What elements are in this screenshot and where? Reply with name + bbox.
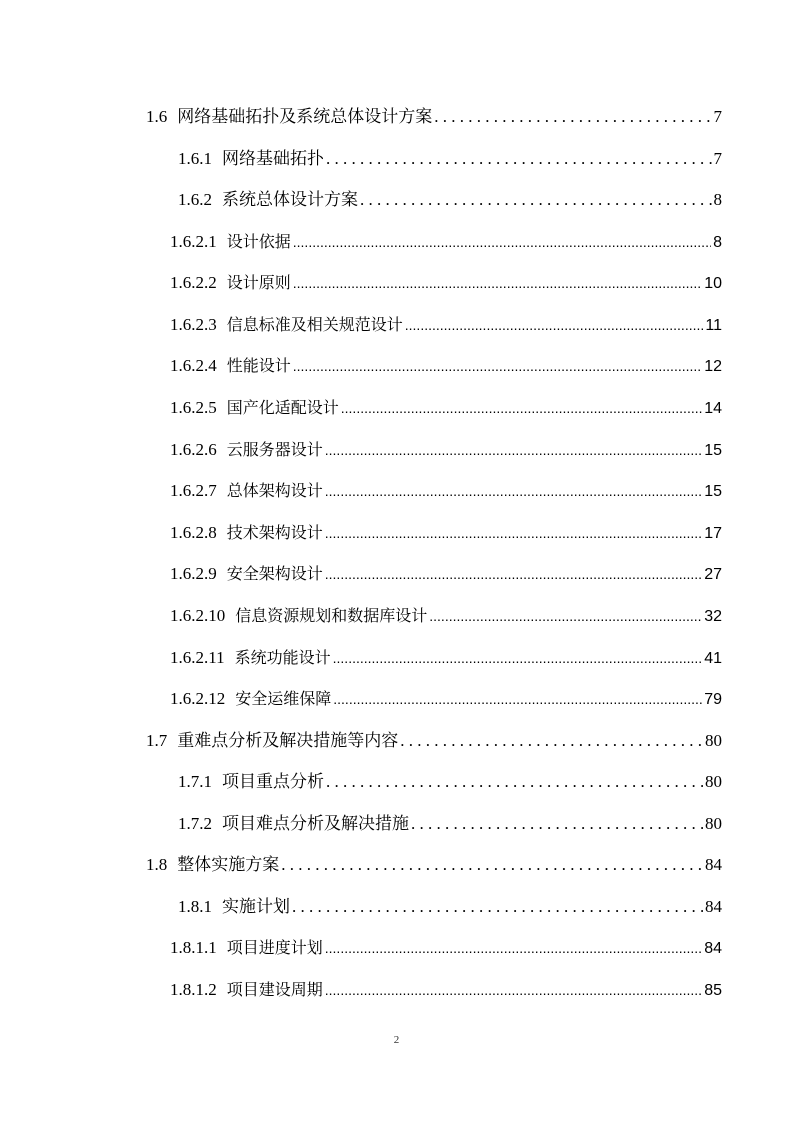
- toc-entry-page: 7: [713, 149, 722, 168]
- toc-entry-page: 84: [704, 940, 722, 957]
- toc-entry-page: 32: [704, 608, 722, 625]
- toc-entry[interactable]: [170, 313, 722, 337]
- toc-entry-title: 安全运维保障: [235, 691, 332, 708]
- toc-entry-page: 10: [704, 275, 722, 292]
- toc-entry[interactable]: [170, 354, 722, 378]
- toc-entry-number: 1.6.2.1: [170, 232, 217, 251]
- toc-entry-page: 8: [713, 190, 722, 209]
- toc-entry[interactable]: [178, 147, 722, 171]
- toc-entry-title: 项目难点分析及解决措施: [222, 814, 409, 833]
- toc-entry[interactable]: [146, 729, 722, 753]
- toc-entry[interactable]: [178, 895, 722, 919]
- toc-entry-number: 1.8.1.2: [170, 980, 217, 999]
- toc-entry-title: 总体架构设计: [226, 483, 323, 500]
- toc-entry-title: 系统总体设计方案: [222, 190, 358, 209]
- toc-entry-title: 信息资源规划和数据库设计: [235, 608, 428, 625]
- toc-entry-title: 整体实施方案: [177, 855, 280, 874]
- page-number: 2: [393, 1034, 400, 1046]
- dot-leader: [360, 188, 712, 212]
- toc-entry-title: 性能设计: [226, 358, 291, 375]
- toc-entry[interactable]: [170, 936, 722, 960]
- toc-entry-number: 1.6.2.9: [170, 564, 217, 583]
- toc-entry-page: 11: [705, 317, 722, 334]
- dot-leader: [325, 562, 702, 586]
- toc-entry-title: 信息标准及相关规范设计: [226, 317, 403, 334]
- toc-entry[interactable]: [178, 812, 722, 836]
- toc-entry-page: 7: [713, 107, 722, 126]
- toc-entry-number: 1.6.2.4: [170, 356, 217, 375]
- dot-leader: [400, 729, 703, 753]
- toc-entry[interactable]: [146, 853, 722, 877]
- toc-entry-page: 27: [704, 566, 722, 583]
- toc-entry[interactable]: [170, 271, 722, 295]
- toc-entry-title: 技术架构设计: [226, 525, 323, 542]
- toc-entry-number: 1.8.1: [178, 897, 212, 916]
- toc-entry[interactable]: [170, 687, 722, 711]
- dot-leader: [333, 646, 703, 670]
- toc-entry-page: 8: [713, 234, 722, 251]
- toc-entry-title: 设计原则: [226, 275, 291, 292]
- dot-leader: [325, 936, 702, 960]
- toc-entry-number: 1.6.2.7: [170, 481, 217, 500]
- toc-entry-title: 网络基础拓扑: [222, 149, 324, 168]
- toc-entry-number: 1.7: [146, 731, 168, 750]
- toc-entry-title: 安全架构设计: [226, 566, 323, 583]
- toc-entry-number: 1.7.1: [178, 772, 212, 791]
- toc-entry-number: 1.6.2.11: [170, 648, 225, 667]
- toc-entry-page: 17: [704, 525, 722, 542]
- toc-entry-page: 80: [705, 814, 722, 833]
- toc-entry[interactable]: [170, 479, 722, 503]
- toc-entry-page: 15: [704, 483, 722, 500]
- toc-entry-page: 15: [704, 442, 722, 459]
- dot-leader: [405, 313, 704, 337]
- dot-leader: [326, 147, 712, 171]
- toc-entry-page: 85: [704, 982, 722, 999]
- toc-entry-page: 79: [704, 691, 722, 708]
- toc-entry-title: 重难点分析及解决措施等内容: [177, 731, 399, 750]
- dot-leader: [325, 438, 702, 462]
- toc-entry-title: 项目进度计划: [226, 940, 323, 957]
- toc-entry-title: 系统功能设计: [234, 650, 331, 667]
- toc-entry-number: 1.6.2.8: [170, 523, 217, 542]
- toc-entry-page: 80: [705, 772, 722, 791]
- toc-entry-page: 12: [704, 358, 722, 375]
- dot-leader: [326, 770, 703, 794]
- toc-entry-number: 1.8.1.1: [170, 938, 217, 957]
- dot-leader: [434, 105, 711, 129]
- toc-entry-number: 1.6.2: [178, 190, 212, 209]
- dot-leader: [293, 354, 702, 378]
- toc-entry-title: 设计依据: [226, 234, 291, 251]
- toc-entry-number: 1.6.2.6: [170, 440, 217, 459]
- toc-entry-page: 41: [704, 650, 722, 667]
- toc-entry[interactable]: [170, 438, 722, 462]
- toc-entry[interactable]: [146, 105, 722, 129]
- toc-entry-number: 1.8: [146, 855, 168, 874]
- dot-leader: [293, 230, 711, 254]
- toc-entry-number: 1.6: [146, 107, 168, 126]
- dot-leader: [292, 895, 703, 919]
- toc-entry[interactable]: [170, 396, 722, 420]
- dot-leader: [333, 687, 702, 711]
- toc-entry[interactable]: [170, 230, 722, 254]
- toc-entry-number: 1.6.2.5: [170, 398, 217, 417]
- toc-entry-number: 1.6.2.3: [170, 315, 217, 334]
- dot-leader: [325, 978, 702, 1002]
- toc-entry[interactable]: [170, 978, 722, 1002]
- toc-entry[interactable]: [178, 770, 722, 794]
- toc-entry-title: 项目重点分析: [222, 772, 324, 791]
- toc-entry-title: 项目建设周期: [226, 982, 323, 999]
- toc-entry[interactable]: [170, 604, 722, 628]
- toc-entry-title: 网络基础拓扑及系统总体设计方案: [177, 107, 433, 126]
- toc-entry[interactable]: [170, 562, 722, 586]
- dot-leader: [411, 812, 703, 836]
- toc-entry[interactable]: [170, 646, 722, 670]
- toc-entry-page: 84: [705, 897, 722, 916]
- toc-entry-page: 14: [704, 400, 722, 417]
- toc-entry-number: 1.7.2: [178, 814, 212, 833]
- dot-leader: [281, 853, 703, 877]
- toc-entry-title: 云服务器设计: [226, 442, 323, 459]
- toc-entry[interactable]: [170, 521, 722, 545]
- dot-leader: [341, 396, 702, 420]
- dot-leader: [325, 479, 702, 503]
- toc-entry-number: 1.6.2.2: [170, 273, 217, 292]
- toc-entry-page: 80: [705, 731, 722, 750]
- toc-entry-number: 1.6.2.10: [170, 606, 226, 625]
- toc-entry[interactable]: [178, 188, 722, 212]
- dot-leader: [293, 271, 702, 295]
- dot-leader: [429, 604, 702, 628]
- toc-entry-number: 1.6.2.12: [170, 689, 226, 708]
- toc-entry-title: 国产化适配设计: [226, 400, 339, 417]
- toc-entry-title: 实施计划: [222, 897, 290, 916]
- toc-entry-number: 1.6.1: [178, 149, 212, 168]
- toc-entry-page: 84: [705, 855, 722, 874]
- dot-leader: [325, 521, 702, 545]
